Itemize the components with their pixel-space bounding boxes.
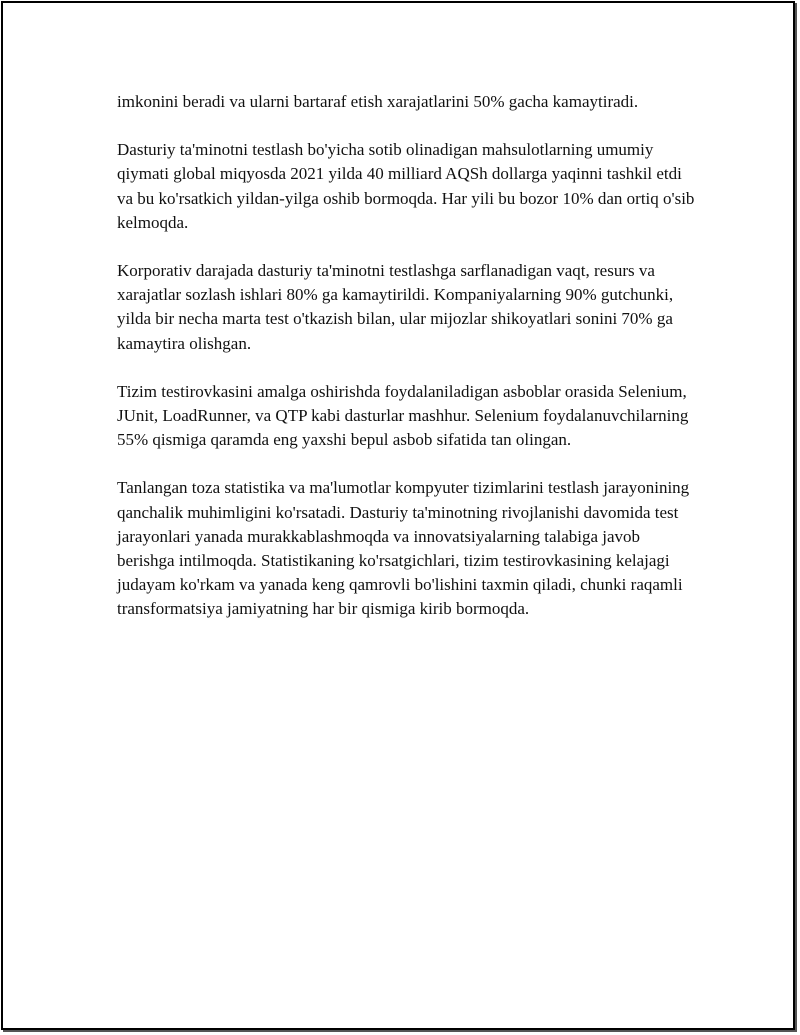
document-body <box>117 90 697 646</box>
paragraph-4: Tizim testirovkasini amalga oshirishda foydalaniladigan asboblar orasida Selenium, JUnit, LoadRunner, va QTP kabi dasturlar mashhur. Selenium foydalanuvchilarning 55% qismiga qaramda eng yaxshi bepul asbob sifatida tan olingan. <box>117 381 689 450</box>
paragraph-5: Tanlangan toza statistika va ma'lumotlar kompyuter tizimlarini testlash jarayonining qanchalik muhimligini ko'rsatadi. Dasturiy ta'minotning rivojlanishi davomida test jarayonlari yanada murakkablashmoqda va innovatsiyalarning talabiga javob berishga intilmoqda. Statistikaning ko'rsatgichlari, tizim testirovkasining kelajagi judayam ko'rkam va yanada keng qamrovli bo'lishini taxmin qiladi, chunki raqamli transformatsiya jamiyatning har bir qismiga kirib bormoqda. <box>117 478 690 619</box>
paragraph-1: imkonini beradi va ularni bartaraf etish xarajatlarini 50% gacha kamaytiradi. <box>117 92 639 111</box>
paragraph-3: Korporativ darajada dasturiy ta'minotni testlashga sarflanadigan vaqt, resurs va xarajatlar sozlash ishlari 80% ga kamaytirildi. Kompaniyalarning 90% gutchunki, yilda bir necha marta test o'tkazish bilan, ular mijozlar shikoyatlari sonini 70% ga kamaytira olishgan. <box>117 261 674 353</box>
paragraph-2: Dasturiy ta'minotni testlash bo'yicha sotib olinadigan mahsulotlarning umumiy qiymati global miqyosda 2021 yilda 40 milliard AQSh dollarga yaqinni tashkil etdi va bu ko'rsatkich yildan-yilga oshib bormoqda. Har yili bu bozor 10% dan ortiq o'sib kelmoqda. <box>117 140 695 232</box>
